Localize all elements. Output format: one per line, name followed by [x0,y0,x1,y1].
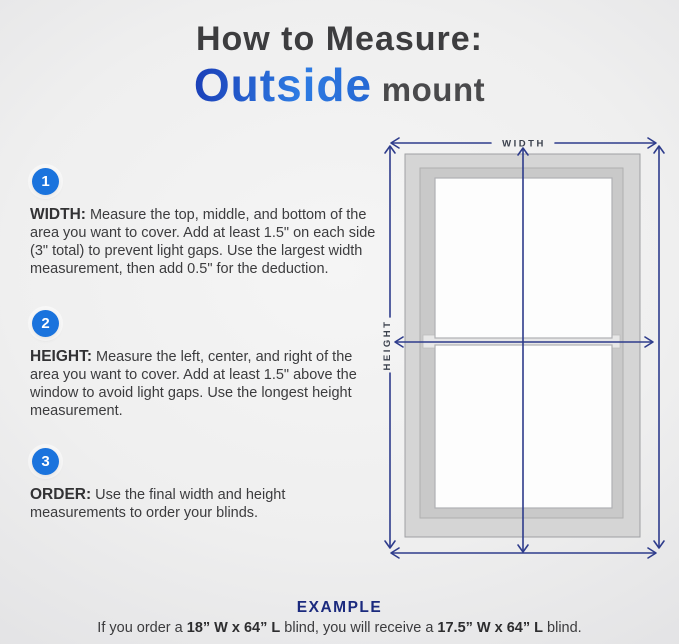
window-diagram-svg [375,125,675,595]
step-1 [30,168,380,279]
width-dimension-label: WIDTH [502,138,546,150]
title-accent-outside: Outside [193,58,373,111]
example-part-3: blind. [543,620,582,636]
step-3-number-badge: 3 [32,448,59,475]
example-received-size: 17.5” W x 64” L [437,620,543,636]
page-title [0,22,679,109]
example-part-2: blind, you will receive a [280,620,438,636]
step-3-text [30,485,380,523]
example-ordered-size: 18” W x 64” L [186,620,281,636]
title-line1: How to Measure: [195,20,484,58]
step-1-text [30,205,380,279]
step-1-label: WIDTH: [30,206,86,223]
height-dimension-label: HEIGHT [382,319,393,371]
step-3 [30,448,380,523]
example-heading: EXAMPLE [296,599,383,616]
step-2-number-badge: 2 [32,310,59,337]
step-1-body: Measure the top, middle, and bottom of the area you want to cover. Add at least 1.5" on each side (3" total) to prevent light gaps. Use the largest width measurement, then add 0.5" for the deduction. [30,207,376,277]
title-line2 [0,58,679,111]
step-3-label: ORDER: [30,486,92,503]
step-2-label: HEIGHT: [30,348,92,365]
example-sentence [0,620,679,636]
step-2 [30,310,380,421]
example-part-1: If you order a [97,620,187,636]
title-suffix-mount: mount [372,70,486,108]
step-1-number-badge: 1 [32,168,59,195]
step-2-text [30,347,380,421]
step-3-body: Use the final width and height measurements to order your blinds. [30,487,286,521]
window-measurement-diagram [375,125,675,595]
step-2-body: Measure the left, center, and right of the area you want to cover. Add at least 1.5" above the window to avoid light gaps. Use the longest height measurement. [30,349,357,419]
height-arrow-right [654,146,664,548]
